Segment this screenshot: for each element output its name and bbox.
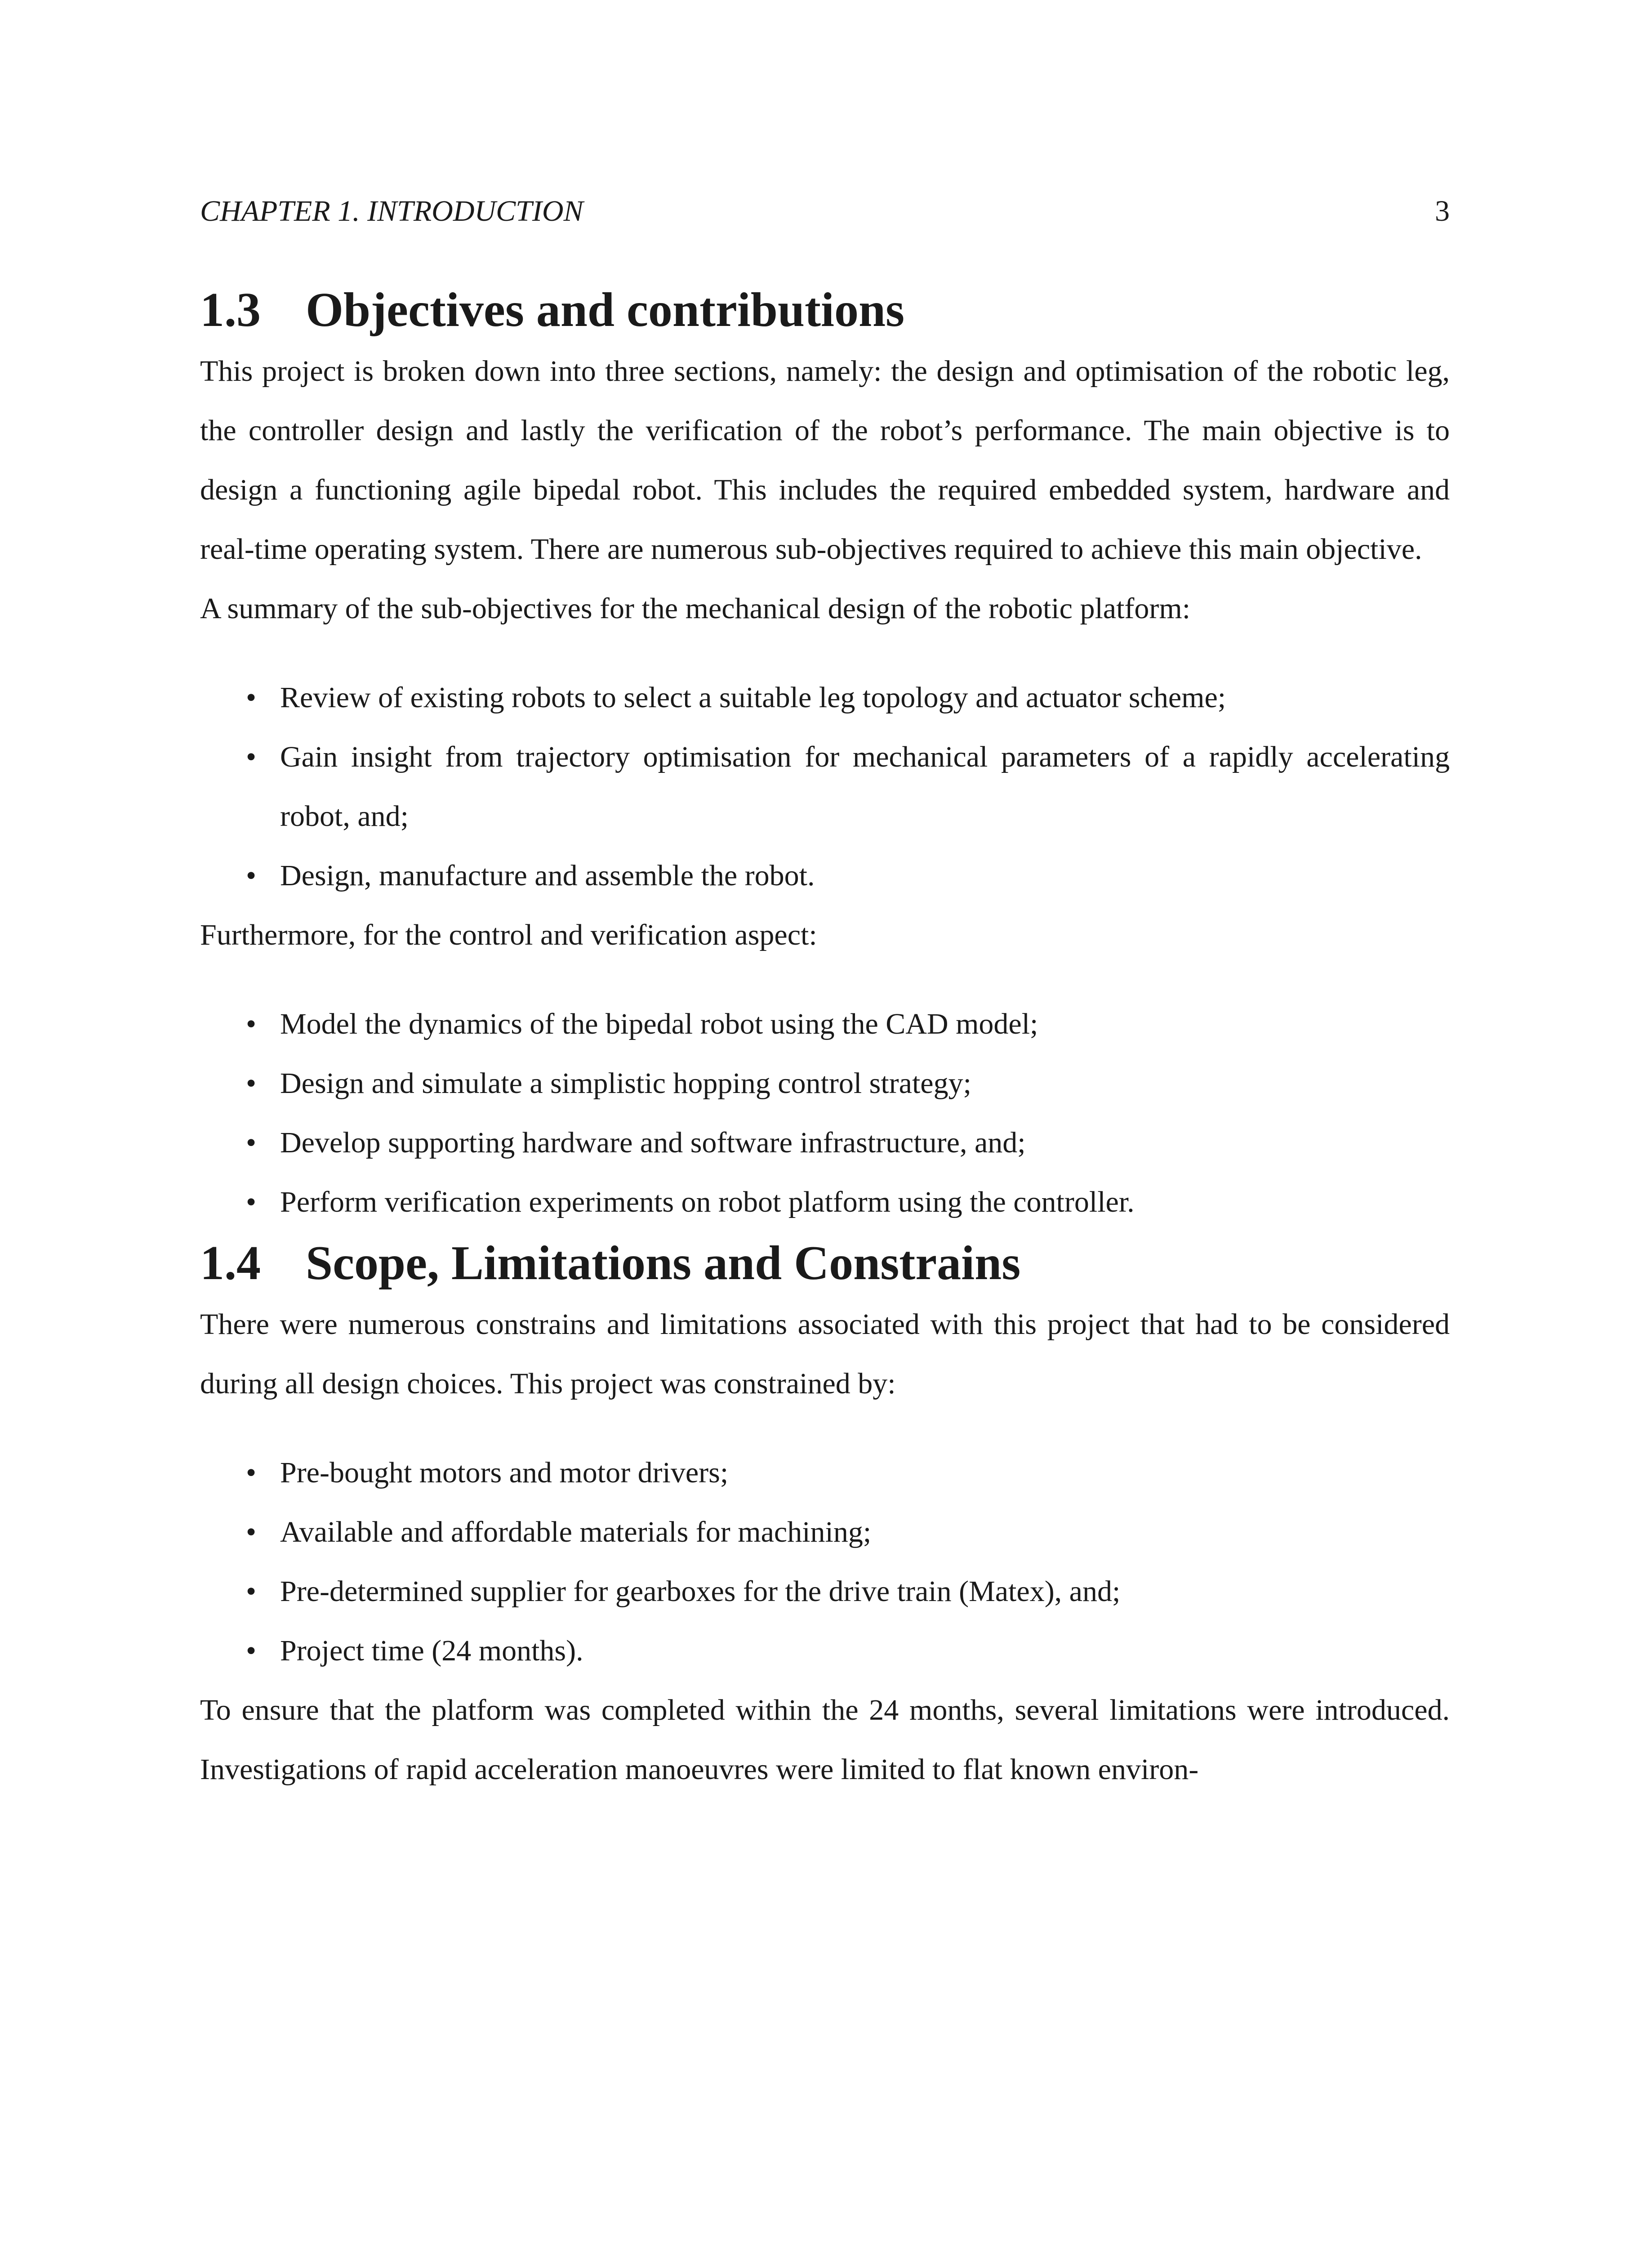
list-item: • Model the dynamics of the bipedal robot using the CAD model;: [200, 995, 1450, 1054]
list-item: • Pre-bought motors and motor drivers;: [200, 1443, 1450, 1503]
section-number: 1.3: [200, 283, 261, 337]
bullet-icon: •: [246, 1186, 257, 1218]
list-item: • Design and simulate a simplistic hopping control strategy;: [200, 1054, 1450, 1113]
list-item: • Pre-determined supplier for gearboxes for the drive train (Matex), and;: [200, 1562, 1450, 1621]
list-item: • Perform verification experiments on robot platform using the controller.: [200, 1173, 1450, 1232]
list-item: • Develop supporting hardware and software infrastructure, and;: [200, 1113, 1450, 1173]
page-body: [200, 279, 1450, 1799]
bullet-icon: •: [246, 859, 257, 892]
bullet-icon: •: [246, 1634, 257, 1667]
chapter-title: CHAPTER 1. INTRODUCTION: [200, 195, 583, 227]
bullet-icon: •: [246, 1516, 257, 1548]
section-title: Objectives and contributions: [306, 283, 905, 337]
list-item: • Available and affordable materials for machining;: [200, 1503, 1450, 1562]
mechanical-lead-paragraph: A summary of the sub-objectives for the mechanical design of the robotic platform:: [200, 592, 1191, 625]
control-lead-paragraph: Furthermore, for the control and verification aspect:: [200, 919, 817, 951]
bullet-icon: •: [246, 740, 257, 773]
section-heading-1-3: [200, 279, 1450, 342]
bullet-icon: •: [246, 1067, 257, 1100]
mechanical-objectives-list: [200, 668, 1450, 905]
running-header: [200, 191, 1450, 232]
list-item: • Review of existing robots to select a suitable leg topology and actuator scheme;: [200, 668, 1450, 727]
list-item: • Gain insight from trajectory optimisation for mechanical parameters of a rapidly accelerating robot, and;: [200, 727, 1450, 846]
objectives-paragraph: This project is broken down into three sections, namely: the design and optimisation of the robotic leg, the controller design and lastly the verification of the robot’s performance. The main objective is to design a functioning agile bipedal robot. This includes the required embedded system, hardware and real-time operating system. There are numerous sub-objectives required to achieve this main objective.: [200, 355, 1450, 566]
bullet-icon: •: [246, 1126, 257, 1159]
bullet-icon: •: [246, 1575, 257, 1608]
bullet-icon: •: [246, 1456, 257, 1489]
page-number: 3: [1435, 195, 1450, 227]
bullet-icon: •: [246, 681, 257, 714]
control-objectives-list: [200, 995, 1450, 1232]
constraints-paragraph: There were numerous constrains and limitations associated with this project that had to be considered during all design choices. This project was constrained by:: [200, 1308, 1450, 1400]
section-number: 1.4: [200, 1236, 261, 1290]
list-item: • Design, manufacture and assemble the robot.: [200, 846, 1450, 905]
limitations-paragraph: To ensure that the platform was completed within the 24 months, several limitations were introduced. Investigations of rapid acceleration manoeuvres were limited to flat known environ-: [200, 1694, 1450, 1786]
bullet-icon: •: [246, 1008, 257, 1040]
list-item: • Project time (24 months).: [200, 1621, 1450, 1681]
constraints-list: [200, 1443, 1450, 1681]
section-title: Scope, Limitations and Constrains: [306, 1236, 1021, 1290]
section-heading-1-4: [200, 1232, 1450, 1295]
